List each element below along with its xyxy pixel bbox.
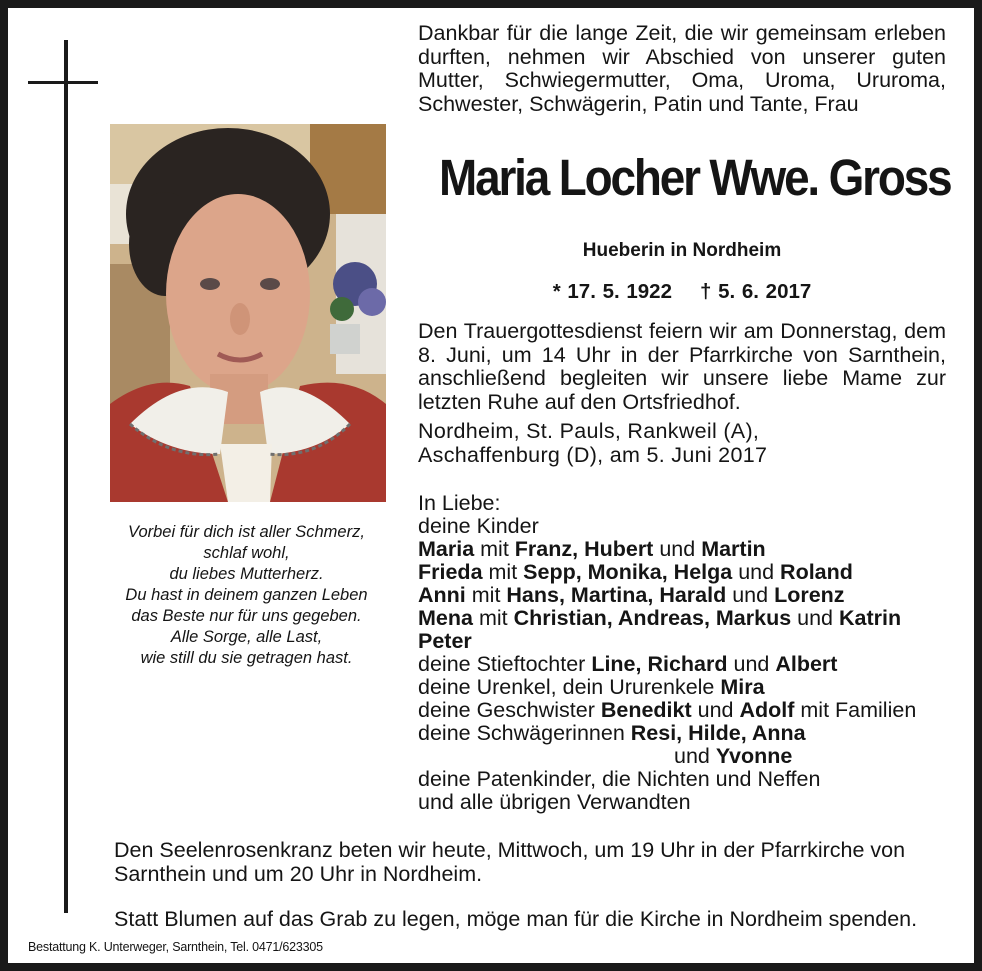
family-name: Katrin [839,606,902,630]
family-text: deine Patenkinder, die Nichten und Neffen [418,767,821,791]
family-name: Albert [775,652,838,676]
family-text: mit [482,560,524,584]
poem-line: wie still du sie getragen hast. [140,649,353,667]
family-name: Sepp, Monika, Helga [523,560,733,584]
poem-line: Alle Sorge, alle Last, [170,628,323,646]
family-name: Mena [418,606,473,630]
family-name: Hans, Martina, Harald [506,583,727,607]
family-name: Frieda [418,560,483,584]
poem-line: das Beste nur für uns gegeben. [131,607,362,625]
family-text: und [791,606,839,630]
family-name: Lorenz [774,583,845,607]
poem-line: Du hast in deinem ganzen Leben [125,586,368,604]
cross-icon-bar [28,81,98,84]
family-text: deine Urenkel, dein Ururenkele [418,675,721,699]
family-line [418,722,958,745]
family-text: mit [472,606,514,630]
family-text: deine Geschwister [418,698,601,722]
family-text: mit [465,583,507,607]
family-name: Benedikt [600,698,692,722]
family-text: mit [474,537,515,561]
family-line [418,515,958,538]
family-name: Anni [418,583,466,607]
family-text: deine Stieftochter [418,652,592,676]
family-text: und [726,583,775,607]
family-name: Mira [720,675,765,699]
family-text: deine Kinder [418,514,539,538]
life-dates [418,280,946,304]
family-name: Resi, Hilde, Anna [630,721,806,745]
family-text: deine Schwägerinnen [418,721,631,745]
poem [94,522,399,669]
poem-line: du liebes Mutterherz. [169,565,324,583]
family-name: Franz, Hubert [514,537,654,561]
family-text: und alle übrigen Verwandten [418,790,691,814]
family-text: und [653,537,702,561]
family-name: Martin [701,537,766,561]
poem-line: schlaf wohl, [203,544,290,562]
family-line [418,676,958,699]
family-name: Adolf [739,698,795,722]
place-line: Nordheim, St. Pauls, Rankweil (A), [418,419,760,443]
death-date: † 5. 6. 2017 [699,280,812,303]
family-line [418,768,958,791]
deceased-name: Maria Locher Wwe. Gross [439,149,951,206]
family-text: und [674,744,716,768]
family-text: und [732,560,781,584]
family-name: Peter [418,629,472,653]
portrait-photo [110,124,386,502]
birth-date: * 17. 5. 1922 [552,280,672,303]
place-line: Aschaffenburg (D), am 5. Juni 2017 [418,442,768,467]
family-name: Line, Richard [591,652,728,676]
deceased-subtitle: Hueberin in Nordheim [582,240,782,261]
funeral-home-credit: Bestattung K. Unterweger, Sarnthein, Tel. 0471/623305 [28,940,323,954]
cross-icon [64,40,68,913]
service-text: Den Trauergottesdienst feiern wir am Donnerstag, dem 8. Juni, um 14 Uhr in der Pfarrkirche von Sarnthein, anschließend begleiten wir unsere liebe Mame zur letzten Ruhe auf den Ortsfriedhof. [418,319,946,414]
family-line [418,630,958,653]
family-list [418,492,958,814]
family-line [418,699,958,722]
family-heading: In Liebe: [418,491,501,515]
family-line [418,561,958,584]
family-text: und [727,652,776,676]
poem-line: Vorbei für dich ist aller Schmerz, [128,523,365,541]
family-name: Yvonne [715,744,793,768]
family-name: Christian, Andreas, Markus [513,606,792,630]
family-line [418,745,958,768]
family-name: Maria [418,537,475,561]
family-line [418,607,958,630]
family-line [418,538,958,561]
family-name: Roland [780,560,853,584]
rosary-text: Den Seelenrosenkranz beten wir heute, Mittwoch, um 19 Uhr in der Pfarrkirche von Sarnthein und um 20 Uhr in Nordheim. [114,838,906,886]
family-line [418,653,958,676]
flowers-text: Statt Blumen auf das Grab zu legen, möge man für die Kirche in Nordheim spenden. [114,907,918,931]
family-line [418,584,958,607]
place-date [418,420,946,467]
intro-text: Dankbar für die lange Zeit, die wir gemeinsam erleben durften, nehmen wir Abschied von unserer guten Mutter, Schwiegermutter, Oma, Uroma, Ururoma, Schwester, Schwägerin, Patin und Tante, Frau [418,21,946,116]
family-text: und [691,698,740,722]
family-line [418,791,958,814]
family-text: mit Familien [794,698,917,722]
